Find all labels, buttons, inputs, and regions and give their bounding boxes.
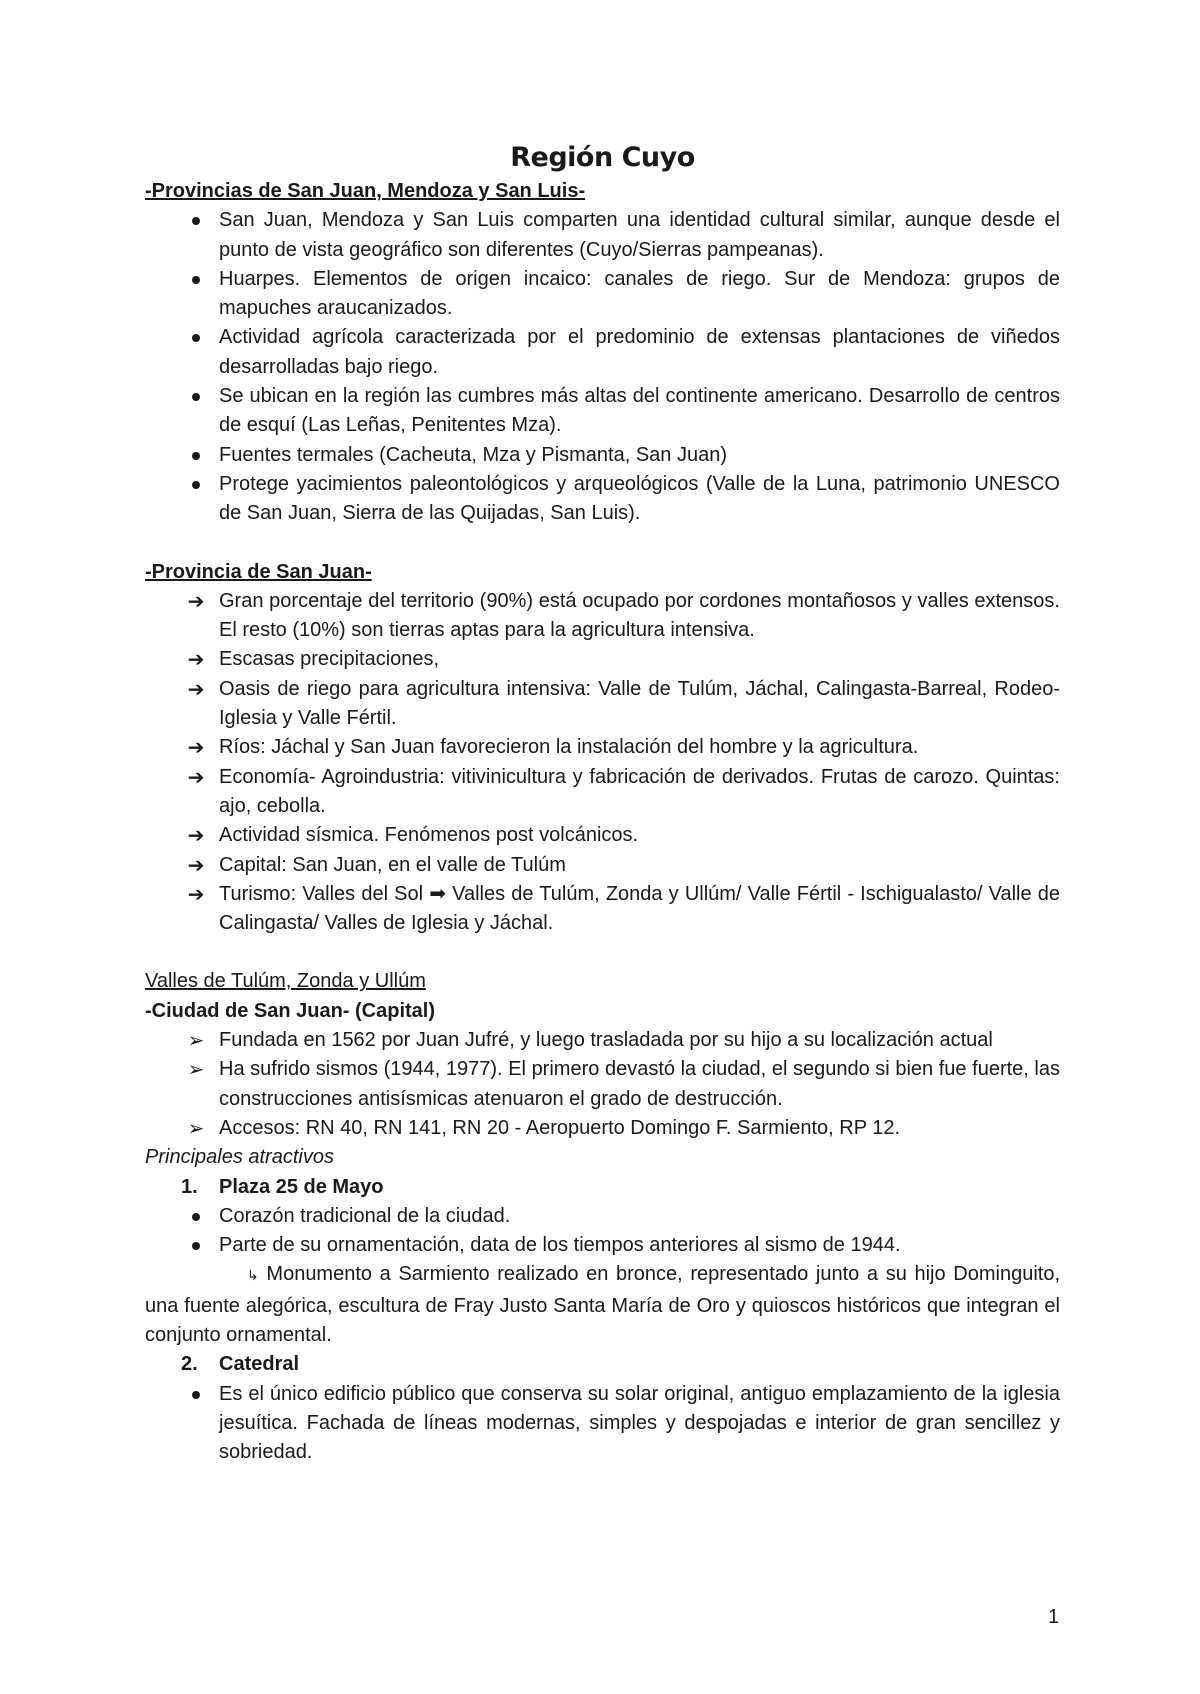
page-title: Región Cuyo: [510, 142, 695, 173]
bullet-icon: [181, 1231, 211, 1250]
arrowhead-icon: ➢: [187, 1115, 205, 1140]
list-item: ➢ Ha sufrido sismos (1944, 1977). El primero devastó la ciudad, el segundo si bien fue fuerte, las construcciones antisísmicas atenuaron el grado de destrucción.: [145, 1055, 1060, 1114]
list-item: ➔ Economía- Agroindustria: vitivinicultura y fabricación de derivados. Frutas de carozo. Quintas: ajo, cebolla.: [145, 763, 1060, 822]
arrow-icon: ➔: [187, 823, 205, 848]
list-item: Fuentes termales (Cacheuta, Mza y Pismanta, San Juan): [145, 441, 1060, 470]
list-item: ➔ Gran porcentaje del territorio (90%) está ocupado por cordones montañosos y valles extensos. El resto (10%) son tierras aptas para la agricultura intensiva.: [145, 587, 1060, 646]
bullet-icon: [181, 1380, 211, 1399]
list-item: ➔ Escasas precipitaciones,: [145, 645, 1060, 674]
arrow-icon: ➔: [187, 676, 205, 701]
detail-paragraph: ↳ Monumento a Sarmiento realizado en bronce, representado junto a su hijo Dominguito, una fuente alegórica, escultura de Fray Justo Santa María de Oro y quioscos históricos que integran el conjunto ornamental.: [145, 1263, 1060, 1346]
attraction-2: [145, 1350, 1060, 1467]
bullet-icon: [181, 323, 211, 342]
arrow-icon: ➔: [187, 735, 205, 760]
arrow-icon: ➔: [187, 647, 205, 672]
list-item: Actividad agrícola caracterizada por el predominio de extensas plantaciones de viñedos desarrolladas bajo riego.: [145, 323, 1060, 382]
bullet-icon: [181, 470, 211, 489]
list-item: San Juan, Mendoza y San Luis comparten una identidad cultural similar, aunque desde el punto de vista geográfico son diferentes (Cuyo/Sierras pampeanas).: [145, 206, 1060, 265]
list-item: ➢ Fundada en 1562 por Juan Jufré, y luego trasladada por su hijo a su localización actual: [145, 1026, 1060, 1055]
list-item: ➔ Oasis de riego para agricultura intensiva: Valle de Tulúm, Jáchal, Calingasta-Barreal, Rodeo-Iglesia y Valle Fértil.: [145, 675, 1060, 734]
list-item: Corazón tradicional de la ciudad.: [145, 1202, 1060, 1231]
numbered-item: 1. Plaza 25 de Mayo: [145, 1173, 1060, 1202]
arrow-icon: ➔: [187, 881, 205, 906]
list-item: Protege yacimientos paleontológicos y arqueológicos (Valle de la Luna, patrimonio UNESCO de San Juan, Sierra de las Quijadas, San Luis).: [145, 470, 1060, 529]
item-number: 2.: [181, 1353, 198, 1376]
arrow-icon: ➔: [187, 588, 205, 613]
arrow-icon: ➔: [187, 764, 205, 789]
bullet-icon: [181, 206, 211, 225]
list-item: ➔ Capital: San Juan, en el valle de Tulúm: [145, 851, 1060, 880]
list-item: ➔ Actividad sísmica. Fenómenos post volcánicos.: [145, 821, 1060, 850]
arrow-list-san-juan: [145, 587, 1060, 939]
section-heading-san-juan: -Provincia de San Juan-: [145, 560, 372, 583]
section-heading-cuyo-provinces: -Provincias de San Juan, Mendoza y San Luis-: [145, 180, 586, 202]
list-item: ➔ Ríos: Jáchal y San Juan favorecieron la instalación del hombre y la agricultura.: [145, 733, 1060, 762]
list-item: Es el único edificio público que conserva su solar original, antiguo emplazamiento de la iglesia jesuítica. Fachada de líneas modernas, simples y despojadas e interior de gran sencillez y sobriedad.: [145, 1380, 1060, 1468]
numbered-item: 2. Catedral: [145, 1350, 1060, 1379]
attraction-1: [145, 1173, 1060, 1261]
subsection-valleys: Valles de Tulúm, Zonda y Ullúm: [145, 970, 426, 993]
bullet-list-cuyo: [145, 206, 1060, 528]
arrow-icon: ➔: [187, 852, 205, 877]
bullet-icon: [181, 441, 211, 460]
bullet-icon: [181, 265, 211, 284]
arrowhead-icon: ➢: [187, 1057, 205, 1082]
attractions-label: Principales atractivos: [145, 1146, 334, 1169]
bullet-icon: [181, 1202, 211, 1221]
item-number: 1.: [181, 1175, 198, 1198]
list-item: Se ubican en la región las cumbres más altas del continente americano. Desarrollo de centros de esquí (Las Leñas, Penitentes Mza).: [145, 382, 1060, 441]
list-item: ➢ Accesos: RN 40, RN 141, RN 20 - Aeropuerto Domingo F. Sarmiento, RP 12.: [145, 1114, 1060, 1143]
list-item: Huarpes. Elementos de origen incaico: canales de riego. Sur de Mendoza: grupos de mapuches araucanizados.: [145, 265, 1060, 324]
page-number: 1: [1048, 1606, 1060, 1628]
bullet-icon: [181, 382, 211, 401]
list-item: Parte de su ornamentación, data de los tiempos anteriores al sismo de 1944.: [145, 1231, 1060, 1260]
list-item: ➔ Turismo: Valles del Sol ➡ Valles de Tulúm, Zonda y Ullúm/ Valle Fértil - Ischigualasto/ Valle de Calingasta/ Valles de Iglesia y Jáchal.: [145, 880, 1060, 939]
document-page: [145, 140, 1060, 1467]
arrowhead-icon: ➢: [187, 1028, 205, 1053]
return-arrow-icon: ↳: [247, 1268, 259, 1285]
arrowhead-list-city: [145, 1026, 1060, 1143]
section-heading-city: -Ciudad de San Juan- (Capital): [145, 999, 436, 1022]
